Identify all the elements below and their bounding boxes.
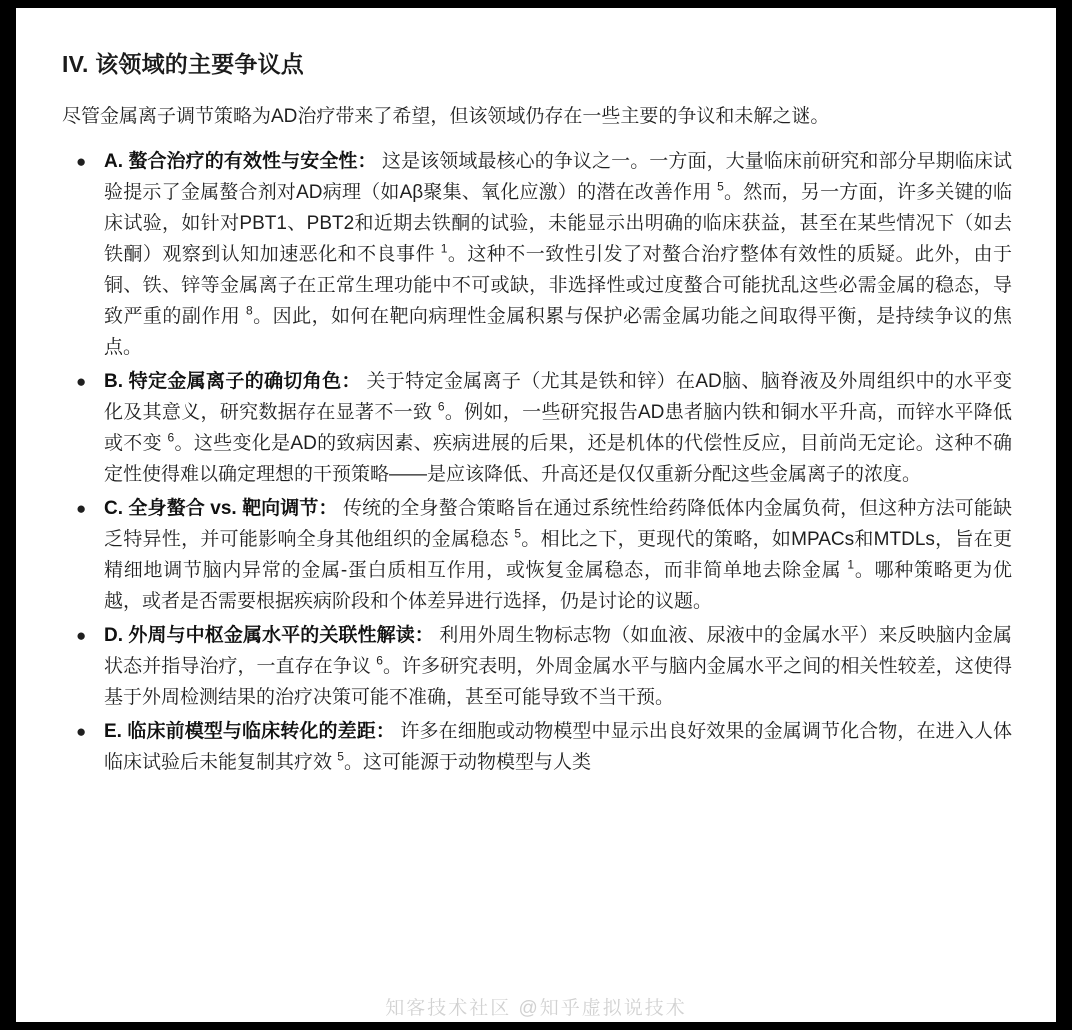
list-item-label: E. 临床前模型与临床转化的差距： [104, 721, 395, 742]
list-item-text: 。这些变化是AD的致病因素、疾病进展的后果，还是机体的代偿性反应，目前尚无定论。这种不确定性使得难以确定理想的干预策略——是应该降低、升高还是仅仅重新分配这些金属离子的浓度。 [104, 433, 1012, 485]
reference-marker: 6 [437, 399, 445, 414]
document-content [16, 8, 1056, 778]
bullet-icon: ● [76, 499, 87, 518]
reference-marker: 5 [514, 526, 522, 541]
list-item [62, 620, 1012, 713]
list-item-text: 许多在细胞或动物模型中显示出良好效果的金属调节化合物，在进入人体临床试验后未能复制其疗效 [104, 721, 1012, 773]
list-item-text: 。相比之下，更现代的策略，如MPACs和MTDLs，旨在更精细地调节脑内异常的金属-蛋白质相互作用，或恢复金属稳态，而非简单地去除金属 [104, 529, 1012, 581]
list-item-text: 。例如，一些研究报告AD患者脑内铁和铜水平升高，而锌水平降低或不变 [104, 402, 1012, 454]
list-item-text: 。这可能源于动物模型与人类 [343, 752, 591, 773]
list-item [62, 366, 1012, 490]
reference-marker: 8 [246, 303, 253, 318]
list-item-text: 利用外周生物标志物（如血液、尿液中的金属水平）来反映脑内金属状态并指导治疗，一直存在争议 [104, 625, 1013, 677]
list-item-label: A. 螯合治疗的有效性与安全性： [104, 151, 377, 172]
bullet-icon: ● [76, 722, 87, 741]
list-item [62, 146, 1012, 363]
list-item [62, 716, 1012, 778]
reference-marker: 5 [337, 749, 344, 764]
list-item-text: 。这种不一致性引发了对螯合治疗整体有效性的质疑。此外，由于铜、铁、锌等金属离子在正常生理功能中不可或缺，非选择性或过度螯合可能扰乱这些必需金属的稳态，导致严重的副作用 [104, 244, 1012, 327]
bullet-icon: ● [76, 372, 87, 391]
list-item [62, 493, 1012, 617]
list-item-text: 。哪种策略更为优越，或者是否需要根据疾病阶段和个体差异进行选择，仍是讨论的议题。 [104, 560, 1012, 612]
list-item-text: 这是该领域最核心的争议之一。一方面，大量临床前研究和部分早期临床试验提示了金属螯合剂对AD病理（如Aβ聚集、氧化应激）的潜在改善作用 [104, 151, 1013, 203]
document-page [16, 8, 1056, 1022]
list-item-text: 。许多研究表明，外周金属水平与脑内金属水平之间的相关性较差，这使得基于外周检测结果的治疗决策可能不准确，甚至可能导致不当干预。 [104, 656, 1012, 708]
list-item-text: 。因此，如何在靶向病理性金属积累与保护必需金属功能之间取得平衡，是持续争议的焦点。 [104, 306, 1012, 358]
intro-paragraph: 尽管金属离子调节策略为AD治疗带来了希望，但该领域仍存在一些主要的争议和未解之谜。 [62, 106, 830, 127]
list-item-label: D. 外周与中枢金属水平的关联性解读： [104, 625, 434, 646]
watermark: 知客技术社区 @知乎虚拟说技术 [385, 998, 687, 1019]
reference-marker: 1 [847, 557, 855, 572]
bullet-icon: ● [76, 152, 87, 171]
list-item-text: 关于特定金属离子（尤其是铁和锌）在AD脑、脑脊液及外周组织中的水平变化及其意义，研究数据存在显著不一致 [104, 371, 1012, 423]
list-item-text: 。然而，另一方面，许多关键的临床试验，如针对PBT1、PBT2和近期去铁酮的试验，未能显示出明确的临床获益，甚至在某些情况下（如去铁酮）观察到认知加速恶化和不良事件 [104, 182, 1012, 265]
page-title: IV. 该领域的主要争议点 [62, 51, 304, 77]
list-item-label: B. 特定金属离子的确切角色： [104, 371, 361, 392]
reference-marker: 1 [440, 241, 448, 256]
list-item-text: 传统的全身螯合策略旨在通过系统性给药降低体内金属负荷，但这种方法可能缺乏特异性，并可能影响全身其他组织的金属稳态 [104, 498, 1013, 550]
list-item-label: C. 全身螯合 vs. 靶向调节： [104, 498, 338, 519]
controversy-list [62, 146, 1012, 778]
reference-marker: 6 [376, 653, 383, 668]
reference-marker: 5 [717, 179, 724, 194]
reference-marker: 6 [167, 430, 175, 445]
bullet-icon: ● [76, 626, 87, 645]
